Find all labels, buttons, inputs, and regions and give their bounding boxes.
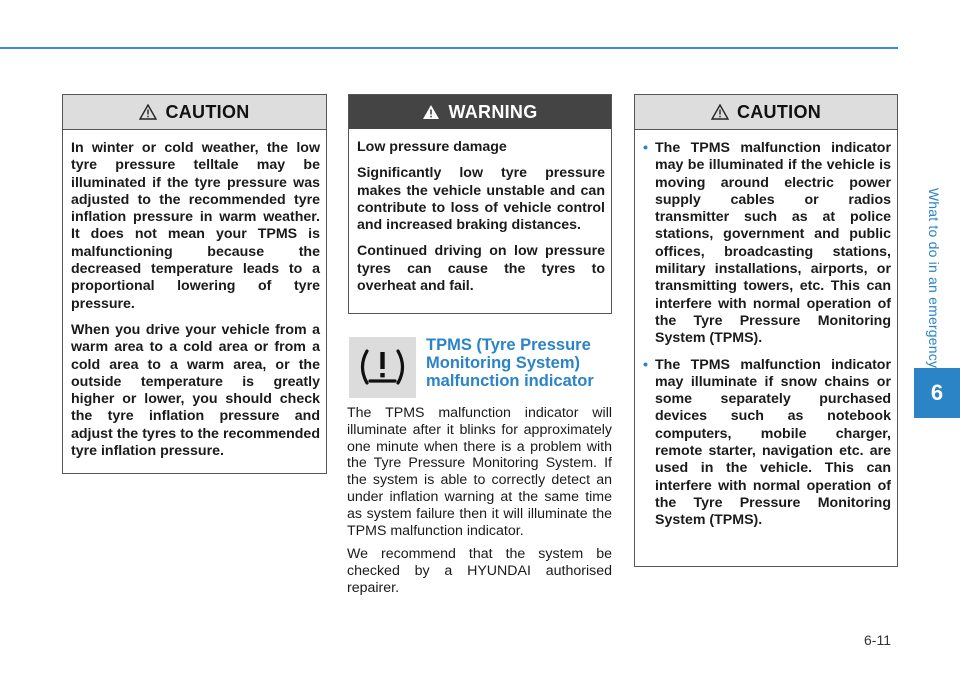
body-paragraph: The TPMS malfunction indicator will illuminate after it blinks for approximately one minute when there is a problem with the Tyre Pressure Monitoring System. If the system is able to correctly detect an under inflation warning at the same time as system failure then it will illuminate the TPMS malfunction indicator. <box>347 405 612 539</box>
warning-body <box>349 129 611 303</box>
tpms-warning-icon <box>349 337 416 398</box>
caution-header <box>63 95 326 130</box>
caution-triangle-icon <box>711 104 729 120</box>
chapter-label: What to do in an emergency <box>926 187 942 369</box>
caution-body <box>635 130 897 547</box>
caution-header <box>635 95 897 130</box>
chapter-side-label <box>924 178 944 378</box>
caution-paragraph: When you drive your vehicle from a warm area to a cold area or from a cold area to a warm area, or the outside temperature is greatly higher or lower, you should check the tyre inflation pressure and adjust the tyres to the recommended tyre inflation pressure. <box>71 321 320 460</box>
caution-box-right <box>634 94 898 567</box>
caution-list <box>643 140 891 530</box>
header-rule <box>0 47 898 49</box>
page-number: 6-11 <box>864 632 891 648</box>
caution-triangle-icon <box>139 104 157 120</box>
caution-title: CAUTION <box>165 101 250 122</box>
warning-triangle-icon <box>422 104 440 120</box>
caution-title: CAUTION <box>736 101 822 122</box>
list-item: • The TPMS malfunction indicator may be illuminated if the vehicle is moving around electric power supply cables or radios transmitter such as at police stations, government and public offices, broadcasting stations, military installations, airports, or transmitting towers, etc. This can interfere with normal operation of the Tyre Pressure Monitoring System (TPMS). <box>643 140 891 348</box>
chapter-tab: 6 <box>914 368 960 418</box>
section-body <box>347 405 612 604</box>
body-paragraph: We recommend that the system be checked by a HYUNDAI authorised repairer. <box>347 546 612 596</box>
list-item: • The TPMS malfunction indicator may illuminate if snow chains or some separately purchased devices such as notebook computers, mobile charger, remote starter, navigation etc. are used in the vehicle. This can interfere with normal operation of the Tyre Pressure Monitoring System (TPMS). <box>643 357 891 530</box>
warning-paragraph: Continued driving on low pressure tyres can cause the tyres to overheat and fail. <box>357 243 605 295</box>
warning-box <box>348 94 612 314</box>
caution-paragraph: In winter or cold weather, the low tyre pressure telltale may be illuminated if the tyre pressure was adjusted to the recommended tyre inflation pressure in warm weather. It does not mean your TPMS is malfunctioning because the decreased temperature leads to a proportional lowering of tyre pressure. <box>71 140 320 312</box>
caution-body <box>63 130 326 468</box>
section-title: TPMS (Tyre Pressure Monitoring System) malfunction indicator <box>426 336 594 390</box>
caution-box-left <box>62 94 327 474</box>
warning-paragraph: Significantly low tyre pressure makes the vehicle unstable and can contribute to loss of vehicle control and increased braking distances. <box>357 165 605 234</box>
warning-title: WARNING <box>448 101 538 122</box>
warning-header <box>349 95 611 129</box>
warning-paragraph: Low pressure damage <box>357 139 507 155</box>
